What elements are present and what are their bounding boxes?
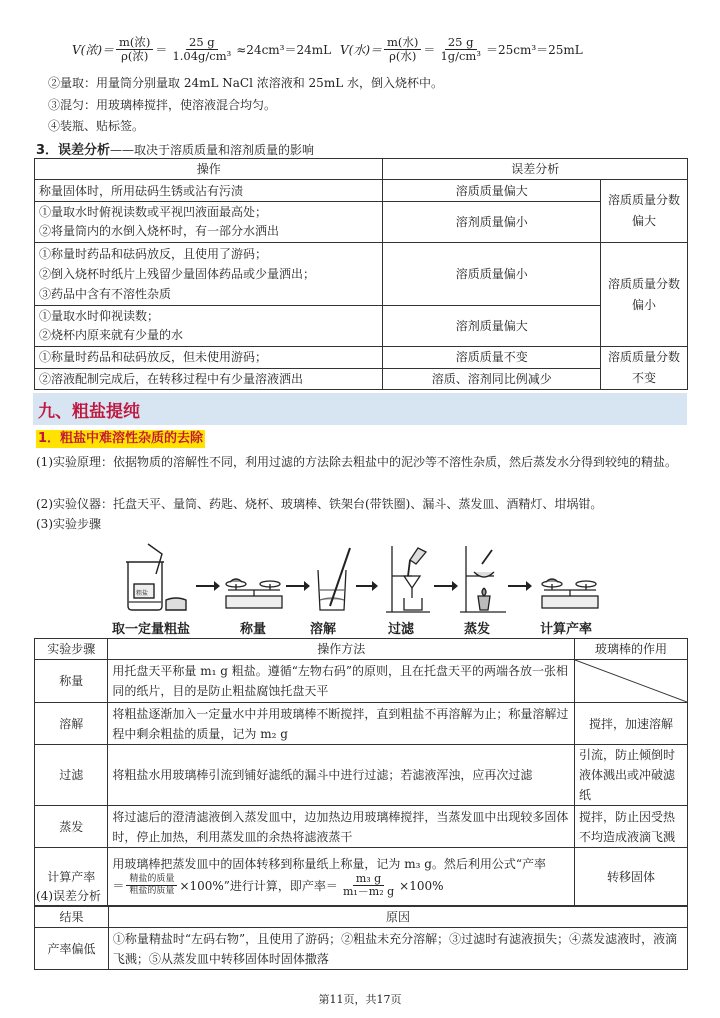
fraction: $\frac{25 g}{\text{1.04g/cm³}}$ xyxy=(172,35,232,63)
row-analysis: 溶质质量不变 xyxy=(383,347,601,369)
step-role-empty xyxy=(574,660,687,703)
step-label: 称量 xyxy=(240,622,267,637)
evaporation-icon xyxy=(460,546,506,612)
row-operation: ①称量时药品和砝码放反，且使用了游码； ②倒入烧杯时纸片上残留少量固体药品或少量洒出； ③药品中含有不溶性杂质 xyxy=(35,243,383,306)
step-name: 计算产率 xyxy=(35,848,108,906)
step-label: 取一定量粗盐 xyxy=(112,622,191,637)
fraction: $\frac{\text{m(浓)}}{\text{ρ(浓)}}$ xyxy=(116,36,153,63)
step-role: 引流，防止倾倒时液体溅出或冲破滤纸 xyxy=(574,745,687,806)
experiment-steps-illustration xyxy=(110,540,620,616)
steps-title: (3)实验步骤 xyxy=(36,517,101,531)
step-label: 蒸发 xyxy=(464,622,491,637)
result-cell: 溶质质量分数偏小 xyxy=(601,243,688,347)
step-label: 溶解 xyxy=(310,622,337,637)
balance-icon xyxy=(226,579,282,608)
header-step: 实验步骤 xyxy=(35,639,108,660)
step-name: 溶解 xyxy=(35,703,108,745)
salt-jar-icon xyxy=(126,544,186,610)
error-analysis-table xyxy=(34,158,688,390)
header-operation: 操作 xyxy=(35,159,383,180)
step-method: 将粗盐逐渐加入一定量水中并用玻璃棒不断搅拌，直到粗盐不再溶解为止；称量溶解过程中剩余粗盐的质量，记为 m₂ g xyxy=(108,703,575,745)
beaker-icon xyxy=(318,548,350,610)
step-bottle: ④装瓶、贴标签。 xyxy=(48,119,145,133)
page-footer: 第11页，共17页 xyxy=(318,993,402,1006)
step-name: 蒸发 xyxy=(35,806,108,848)
error2-title: (4)误差分析 xyxy=(36,889,101,903)
formula-lhs: V(水)＝ xyxy=(340,43,383,57)
formula-v-water: V(水)＝ $\frac{\text{m(水)}}{\text{ρ(水)}}$ ＝ $\frac{25 g}{\text{1g/cm³}}$ ＝25cm³＝25mL xyxy=(340,35,583,63)
step-role: 搅拌，加速溶解 xyxy=(574,703,687,745)
header-analysis: 误差分析 xyxy=(383,159,688,180)
yield-line-2: ＝ $\frac{\text{精盐的质量}}{\text{粗盐的质量}}$ ×100%”进行计算，即产率＝ $\frac{\text{m₃ g}}{\text{m₁－m₂ g}}$ ×100% xyxy=(112,872,444,898)
row-operation: 称量固体时，所用砝码生锈或沾有污渍 xyxy=(35,180,383,202)
step-role: 转移固体 xyxy=(574,848,687,906)
filtration-icon xyxy=(386,546,430,612)
fraction: $\frac{\text{m(水)}}{\text{ρ(水)}}$ xyxy=(384,36,421,63)
balance-icon xyxy=(542,579,598,608)
subsection-title: 1．粗盐中难溶性杂质的去除 xyxy=(38,431,204,446)
fraction: $\frac{25 g}{\text{1g/cm³}}$ xyxy=(440,35,481,63)
row-operation: ①量取水时俯视读数或平视凹液面最高处； ②将量筒内的水倒入烧杯时，有一部分水洒出 xyxy=(35,202,383,243)
yield-error-table xyxy=(34,906,688,970)
step-mix: ③混匀：用玻璃棒搅拌，使溶液混合均匀。 xyxy=(48,98,277,112)
fraction: $\frac{\text{精盐的质量}}{\text{粗盐的质量}}$ xyxy=(126,874,177,897)
result-cell: 产率偏低 xyxy=(35,928,109,970)
row-analysis: 溶质质量偏小 xyxy=(383,243,601,306)
row-analysis: 溶质质量偏大 xyxy=(383,180,601,202)
step-name: 称量 xyxy=(35,660,108,703)
step-measure: ②量取：用量筒分别量取 24mL NaCl 浓溶液和 25mL 水，倒入烧杯中。 xyxy=(48,76,443,90)
row-analysis: 溶剂质量偏大 xyxy=(383,306,601,347)
jar-label: 粗盐 xyxy=(136,590,149,597)
yield-line-1: 用玻璃棒把蒸发皿中的固体转移到称量纸上称量，记为 m₃ g。然后利用公式“产率 xyxy=(112,857,547,871)
fraction: $\frac{\text{m₃ g}}{\text{m₁－m₂ g}}$ xyxy=(342,872,395,898)
step-name: 过滤 xyxy=(35,745,108,806)
principle-text: (1)实验原理：依据物质的溶解性不同，利用过滤的方法除去粗盐中的泥沙等不溶性杂质，然后蒸发水分得到较纯的精盐。 xyxy=(36,455,678,469)
step-role: 搅拌，防止因受热不均造成液滴飞溅 xyxy=(574,806,687,848)
result-cell: 溶质质量分数不变 xyxy=(601,347,688,390)
formula-lhs: V(浓)＝ xyxy=(72,43,115,57)
step-method: 将过滤后的澄清滤液倒入蒸发皿中，边加热边用玻璃棒搅拌，当蒸发皿中出现较多固体时，停止加热，利用蒸发皿的余热将滤液蒸干 xyxy=(108,806,575,848)
header-rod-role: 玻璃棒的作用 xyxy=(574,639,687,660)
section-title: 九、粗盐提纯 xyxy=(38,402,140,422)
step-label: 过滤 xyxy=(388,622,415,637)
formula-v-concentrated: V(浓)＝ $\frac{\text{m(浓)}}{\text{ρ(浓)}}$ ＝ $\frac{25 g}{\text{1.04g/cm³}}$ ≈24cm³＝24mL xyxy=(72,35,332,63)
step-method: 将粗盐水用玻璃棒引流到铺好滤纸的漏斗中进行过滤；若滤液浑浊，应再次过滤 xyxy=(108,745,575,806)
error-section-subtitle: ——取决于溶质质量和溶剂质量的影响 xyxy=(110,143,315,157)
step-label: 计算产率 xyxy=(540,622,593,637)
instruments-text: (2)实验仪器：托盘天平、量筒、药匙、烧杯、玻璃棒、铁架台(带铁圈)、漏斗、蒸发皿、酒精灯、坩埚钳。 xyxy=(36,497,603,511)
header-reason: 原因 xyxy=(108,907,687,928)
header-result: 结果 xyxy=(35,907,109,928)
row-operation: ②溶液配制完成后，在转移过程中有少量溶液洒出 xyxy=(35,368,383,390)
header-method: 操作方法 xyxy=(108,639,575,660)
result-cell: 溶质质量分数偏大 xyxy=(601,180,688,243)
error-section-heading xyxy=(36,139,314,158)
row-operation: ①称量时药品和砝码放反，但未使用游码； xyxy=(35,347,383,369)
row-operation: ①量取水时仰视读数； ②烧杯内原来就有少量的水 xyxy=(35,306,383,347)
row-analysis: 溶剂质量偏小 xyxy=(383,202,601,243)
error-section-title: 3．误差分析 xyxy=(36,143,111,158)
experiment-steps-table xyxy=(34,638,688,906)
diagonal-line xyxy=(575,660,687,702)
step-method: 用托盘天平称量 m₁ g 粗盐。遵循“左物右码”的原则，且在托盘天平的两端各放一张相同的纸片，目的是防止粗盐腐蚀托盘天平 xyxy=(108,660,575,703)
reason-cell: ①称量精盐时“左码右物”，且使用了游码；②粗盐未充分溶解；③过滤时有滤液损失；④蒸发滤液时，液滴飞溅；⑤从蒸发皿中转移固体时固体撒落 xyxy=(108,928,687,970)
row-analysis: 溶质、溶剂同比例减少 xyxy=(383,368,601,390)
